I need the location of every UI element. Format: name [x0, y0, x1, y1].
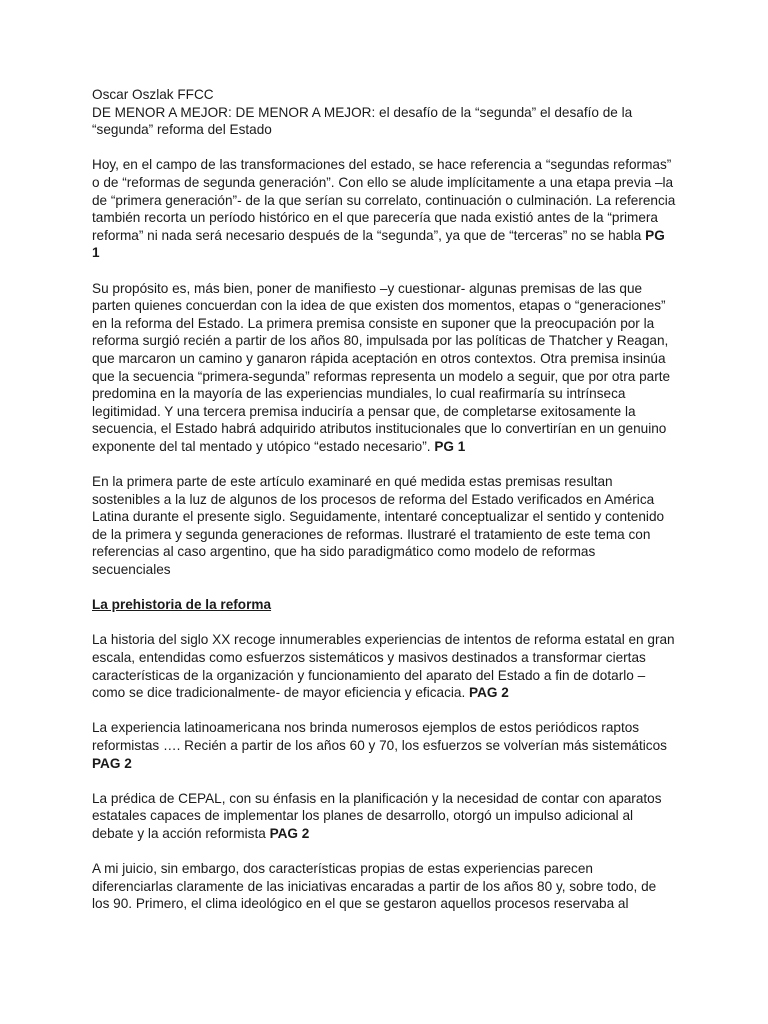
- page-ref-2: PG 1: [434, 438, 466, 454]
- author-line: Oscar Oszlak FFCC: [92, 87, 214, 102]
- page-ref-1: PG 1: [92, 227, 665, 261]
- document-page: [92, 86, 676, 913]
- section-heading-text: La prehistoria de la reforma: [92, 597, 272, 613]
- section-heading: [92, 596, 676, 614]
- paragraph-2: [92, 280, 676, 456]
- document-title: DE MENOR A MEJOR: DE MENOR A MEJOR: el desafío de la “segunda” el desafío de la “segunda” reforma del Estado: [92, 104, 633, 138]
- paragraph-1: [92, 156, 676, 262]
- section-paragraph-2-text: La experiencia latinoamericana nos brinda numerosos ejemplos de estos periódicos raptos reformistas …. Recién a partir de los años 60 y 70, los esfuerzos se volverían más sistemáticos: [92, 720, 667, 753]
- section-paragraph-4: [92, 860, 676, 913]
- section-paragraph-3: [92, 790, 676, 843]
- section-paragraph-4-text: A mi juicio, sin embargo, dos características propias de estas experiencias parecen diferenciarlas claramente de las iniciativas encaradas a partir de los años 80 y, sobre todo, de los 90. Primero, el clima ideológico en el que se gestaron aquellos procesos reservaba al: [92, 861, 657, 912]
- paragraph-1-text: Hoy, en el campo de las transformaciones del estado, se hace referencia a “segundas reformas” o de “reformas de segunda generación”. Con ello se alude implícitamente a una etapa previa –la de “primera generación”- de la que serían su correlato, continuación o culminación. La referencia también recorta un período histórico en el que parecería que nada existió antes de la “primera reforma” ni nada será necesario después de la “segunda”, ya que de “terceras” no se habla: [92, 157, 676, 243]
- paragraph-3-text: En la primera parte de este artículo examinaré en qué medida estas premisas resultan sostenibles a la luz de algunos de los procesos de reforma del Estado verificados en América Latina durante el presente siglo. Seguidamente, intentaré conceptualizar el sentido y contenido de la primera y segunda generaciones de reformas. Ilustraré el tratamiento de este tema con referencias al caso argentino, que ha sido paradigmático como modelo de reformas secuenciales: [92, 474, 665, 578]
- page-ref-4: PAG 2: [92, 755, 132, 771]
- paragraph-3: [92, 473, 676, 579]
- section-paragraph-3-text: La prédica de CEPAL, con su énfasis en la planificación y la necesidad de contar con aparatos estatales capaces de implementar los planes de desarrollo, otorgó un impulso adicional al debate y la acción reformista: [92, 790, 662, 841]
- section-paragraph-1-text: La historia del siglo XX recoge innumerables experiencias de intentos de reforma estatal en gran escala, entendidas como esfuerzos sistemáticos y masivos destinados a transformar ciertas características de la organización y funcionamiento del aparato del Estado a fin de dotarlo –como se dice tradicionalmente- de mayor eficiencia y eficacia.: [92, 632, 675, 701]
- section-paragraph-1: [92, 631, 676, 701]
- page-ref-3: PAG 2: [469, 685, 509, 701]
- paragraph-2-text: Su propósito es, más bien, poner de manifiesto –y cuestionar- algunas premisas de las que parten quienes concuerdan con la idea de que existen dos momentos, etapas o “generaciones” en la reforma del Estado. La primera premisa consiste en suponer que la preocupación por la reforma surgió recién a partir de los años 80, impulsada por las políticas de Thatcher y Reagan, que marcaron un camino y ganaron rápida aceptación en otros contextos. Otra premisa insinúa que la secuencia “primera-segunda” reformas representa un modelo a seguir, que por otra parte predomina en la mayoría de las experiencias mundiales, lo cual reafirmaría su intrínseca legitimidad. Y una tercera premisa induciría a pensar que, de completarse exitosamente la secuencia, el Estado habrá adquirido atributos institucionales que lo convertirían en un genuino exponente del tal mentado y utópico “estado necesario”.: [92, 280, 671, 454]
- page-ref-5: PAG 2: [269, 825, 310, 841]
- section-paragraph-2: [92, 719, 676, 772]
